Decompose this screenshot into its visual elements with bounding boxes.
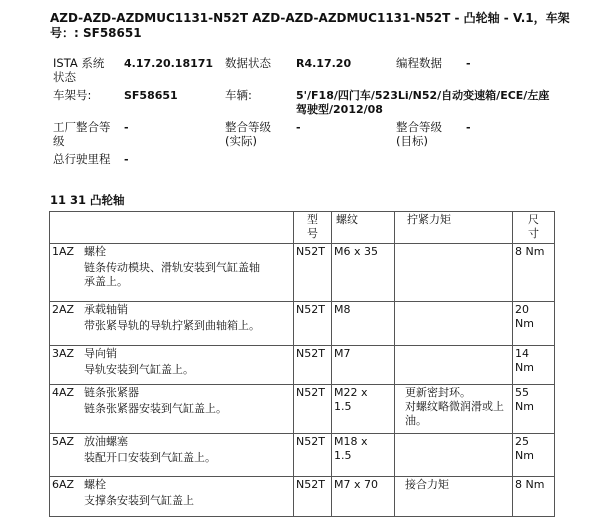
size-value-1: 20 — [515, 303, 529, 316]
part-cell — [50, 244, 294, 302]
size-value-1: 8 Nm — [515, 478, 545, 491]
torque-note-3: 油。 — [405, 414, 427, 427]
torque-note-1: 接合力矩 — [405, 478, 449, 491]
thread-value-1: M7 x 70 — [334, 478, 378, 491]
target-level-value: - — [466, 121, 471, 134]
data-status-label: 数据状态 — [225, 56, 271, 70]
torque-cell — [395, 477, 513, 517]
size-value-2: Nm — [515, 317, 534, 330]
part-description-1: 链条传动模块、滑轨安装到气缸盖轴 — [84, 261, 260, 274]
column-header-torque — [395, 212, 513, 244]
table-row — [50, 346, 555, 385]
type-cell: N52T — [294, 385, 332, 434]
document-title-line-2: 号：: SF58651 — [50, 26, 142, 40]
torque-note-2: 对螺纹略微润滑或上 — [405, 400, 504, 413]
thread-value-2: 1.5 — [334, 449, 352, 462]
part-code: 1AZ — [52, 245, 75, 258]
column-header-type-1: 型 — [307, 213, 318, 226]
size-cell — [513, 302, 555, 346]
part-description-1: 装配开口安装到气缸盖上。 — [84, 451, 216, 464]
type-cell: N52T — [294, 302, 332, 346]
programming-data-value: - — [466, 57, 471, 70]
thread-cell — [332, 385, 395, 434]
table-row — [50, 477, 555, 517]
column-header-size-2: 寸 — [528, 227, 539, 240]
part-title: 放油螺塞 — [84, 435, 128, 448]
thread-value-1: M22 x — [334, 386, 368, 399]
part-code: 2AZ — [52, 303, 75, 316]
document-title-line-1: AZD-AZD-AZDMUC1131-N52T AZD-AZD-AZDMUC1131-N52T - 凸轮轴 - V.1，车架 — [50, 11, 570, 25]
part-title: 螺栓 — [84, 478, 106, 491]
vin-label: 车架号: — [53, 88, 92, 102]
part-description-1: 带张紧导轨的导轨拧紧到曲轴箱上。 — [84, 319, 260, 332]
column-header-size — [513, 212, 555, 244]
size-cell — [513, 477, 555, 517]
size-cell — [513, 346, 555, 385]
torque-cell — [395, 244, 513, 302]
size-value-1: 14 — [515, 347, 529, 360]
part-cell — [50, 477, 294, 517]
thread-value-1: M6 x 35 — [334, 245, 378, 258]
part-cell — [50, 302, 294, 346]
table-row — [50, 434, 555, 477]
factory-level-label-1: 工厂整合等 — [53, 120, 111, 134]
type-cell: N52T — [294, 346, 332, 385]
actual-level-value: - — [296, 121, 301, 134]
size-cell — [513, 434, 555, 477]
torque-cell — [395, 346, 513, 385]
part-title: 链条张紧器 — [84, 386, 139, 399]
column-header-thread — [332, 212, 395, 244]
vehicle-label: 车辆: — [225, 88, 252, 102]
part-code: 6AZ — [52, 478, 75, 491]
size-value-2: Nm — [515, 449, 534, 462]
thread-value-2: 1.5 — [334, 400, 352, 413]
vehicle-value-line-2: 驾驶型/2012/08 — [296, 103, 383, 116]
section-title-text: 11 31 凸轮轴 — [50, 193, 125, 207]
size-value-1: 25 — [515, 435, 529, 448]
part-description-1: 导轨安装到气缸盖上。 — [84, 363, 194, 376]
part-code: 4AZ — [52, 386, 75, 399]
column-header-torque-label: 拧紧力矩 — [407, 213, 451, 226]
part-title: 导向销 — [84, 347, 117, 360]
ista-status-value: 4.17.20.18171 — [124, 57, 214, 70]
ista-status-label-1: ISTA 系统 — [53, 56, 105, 70]
thread-value-1: M7 — [334, 347, 351, 360]
torque-cell — [395, 385, 513, 434]
size-value-1: 8 Nm — [515, 245, 545, 258]
data-status-value: R4.17.20 — [296, 57, 352, 70]
part-cell — [50, 434, 294, 477]
vin-value: SF58651 — [124, 89, 178, 102]
size-cell — [513, 244, 555, 302]
size-value-1: 55 — [515, 386, 529, 399]
torque-cell — [395, 434, 513, 477]
factory-level-value: - — [124, 121, 129, 134]
torque-spec-table — [49, 211, 555, 517]
column-header-type-2: 号 — [307, 227, 318, 240]
thread-cell — [332, 244, 395, 302]
ista-status-label-2: 状态 — [53, 70, 76, 84]
programming-data-label: 编程数据 — [396, 56, 442, 70]
table-header-row — [50, 212, 555, 244]
thread-value-1: M8 — [334, 303, 351, 316]
type-cell: N52T — [294, 434, 332, 477]
size-cell — [513, 385, 555, 434]
part-description-2: 承盖上。 — [84, 275, 128, 288]
type-cell: N52T — [294, 244, 332, 302]
vehicle-value-line-1: 5'/F18/四门车/523Li/N52/自动变速箱/ECE/左座 — [296, 89, 550, 102]
part-description-1: 支撑条安装到气缸盖上 — [84, 494, 194, 507]
part-code: 3AZ — [52, 347, 75, 360]
part-cell — [50, 385, 294, 434]
part-title: 螺栓 — [84, 245, 106, 258]
part-cell — [50, 346, 294, 385]
thread-cell — [332, 346, 395, 385]
column-header-type — [294, 212, 332, 244]
section-title — [50, 193, 125, 208]
thread-cell — [332, 434, 395, 477]
actual-level-label-2: (实际) — [225, 134, 257, 148]
table-row — [50, 244, 555, 302]
table-row — [50, 302, 555, 346]
size-value-2: Nm — [515, 400, 534, 413]
torque-cell — [395, 302, 513, 346]
part-code: 5AZ — [52, 435, 75, 448]
mileage-label: 总行驶里程 — [53, 152, 111, 166]
table-row — [50, 385, 555, 434]
column-header-thread-label: 螺纹 — [336, 213, 358, 226]
target-level-label-2: (目标) — [396, 134, 428, 148]
torque-note-1: 更新密封环。 — [405, 386, 471, 399]
part-title: 承载轴销 — [84, 303, 128, 316]
mileage-value: - — [124, 153, 129, 166]
actual-level-label-1: 整合等级 — [225, 120, 271, 134]
column-header-size-1: 尺 — [528, 213, 539, 226]
thread-cell — [332, 302, 395, 346]
thread-value-1: M18 x — [334, 435, 368, 448]
target-level-label-1: 整合等级 — [396, 120, 442, 134]
factory-level-label-2: 级 — [53, 134, 65, 148]
size-value-2: Nm — [515, 361, 534, 374]
type-cell: N52T — [294, 477, 332, 517]
thread-cell — [332, 477, 395, 517]
part-description-1: 链条张紧器安装到气缸盖上。 — [84, 402, 227, 415]
column-header-part — [50, 212, 294, 244]
